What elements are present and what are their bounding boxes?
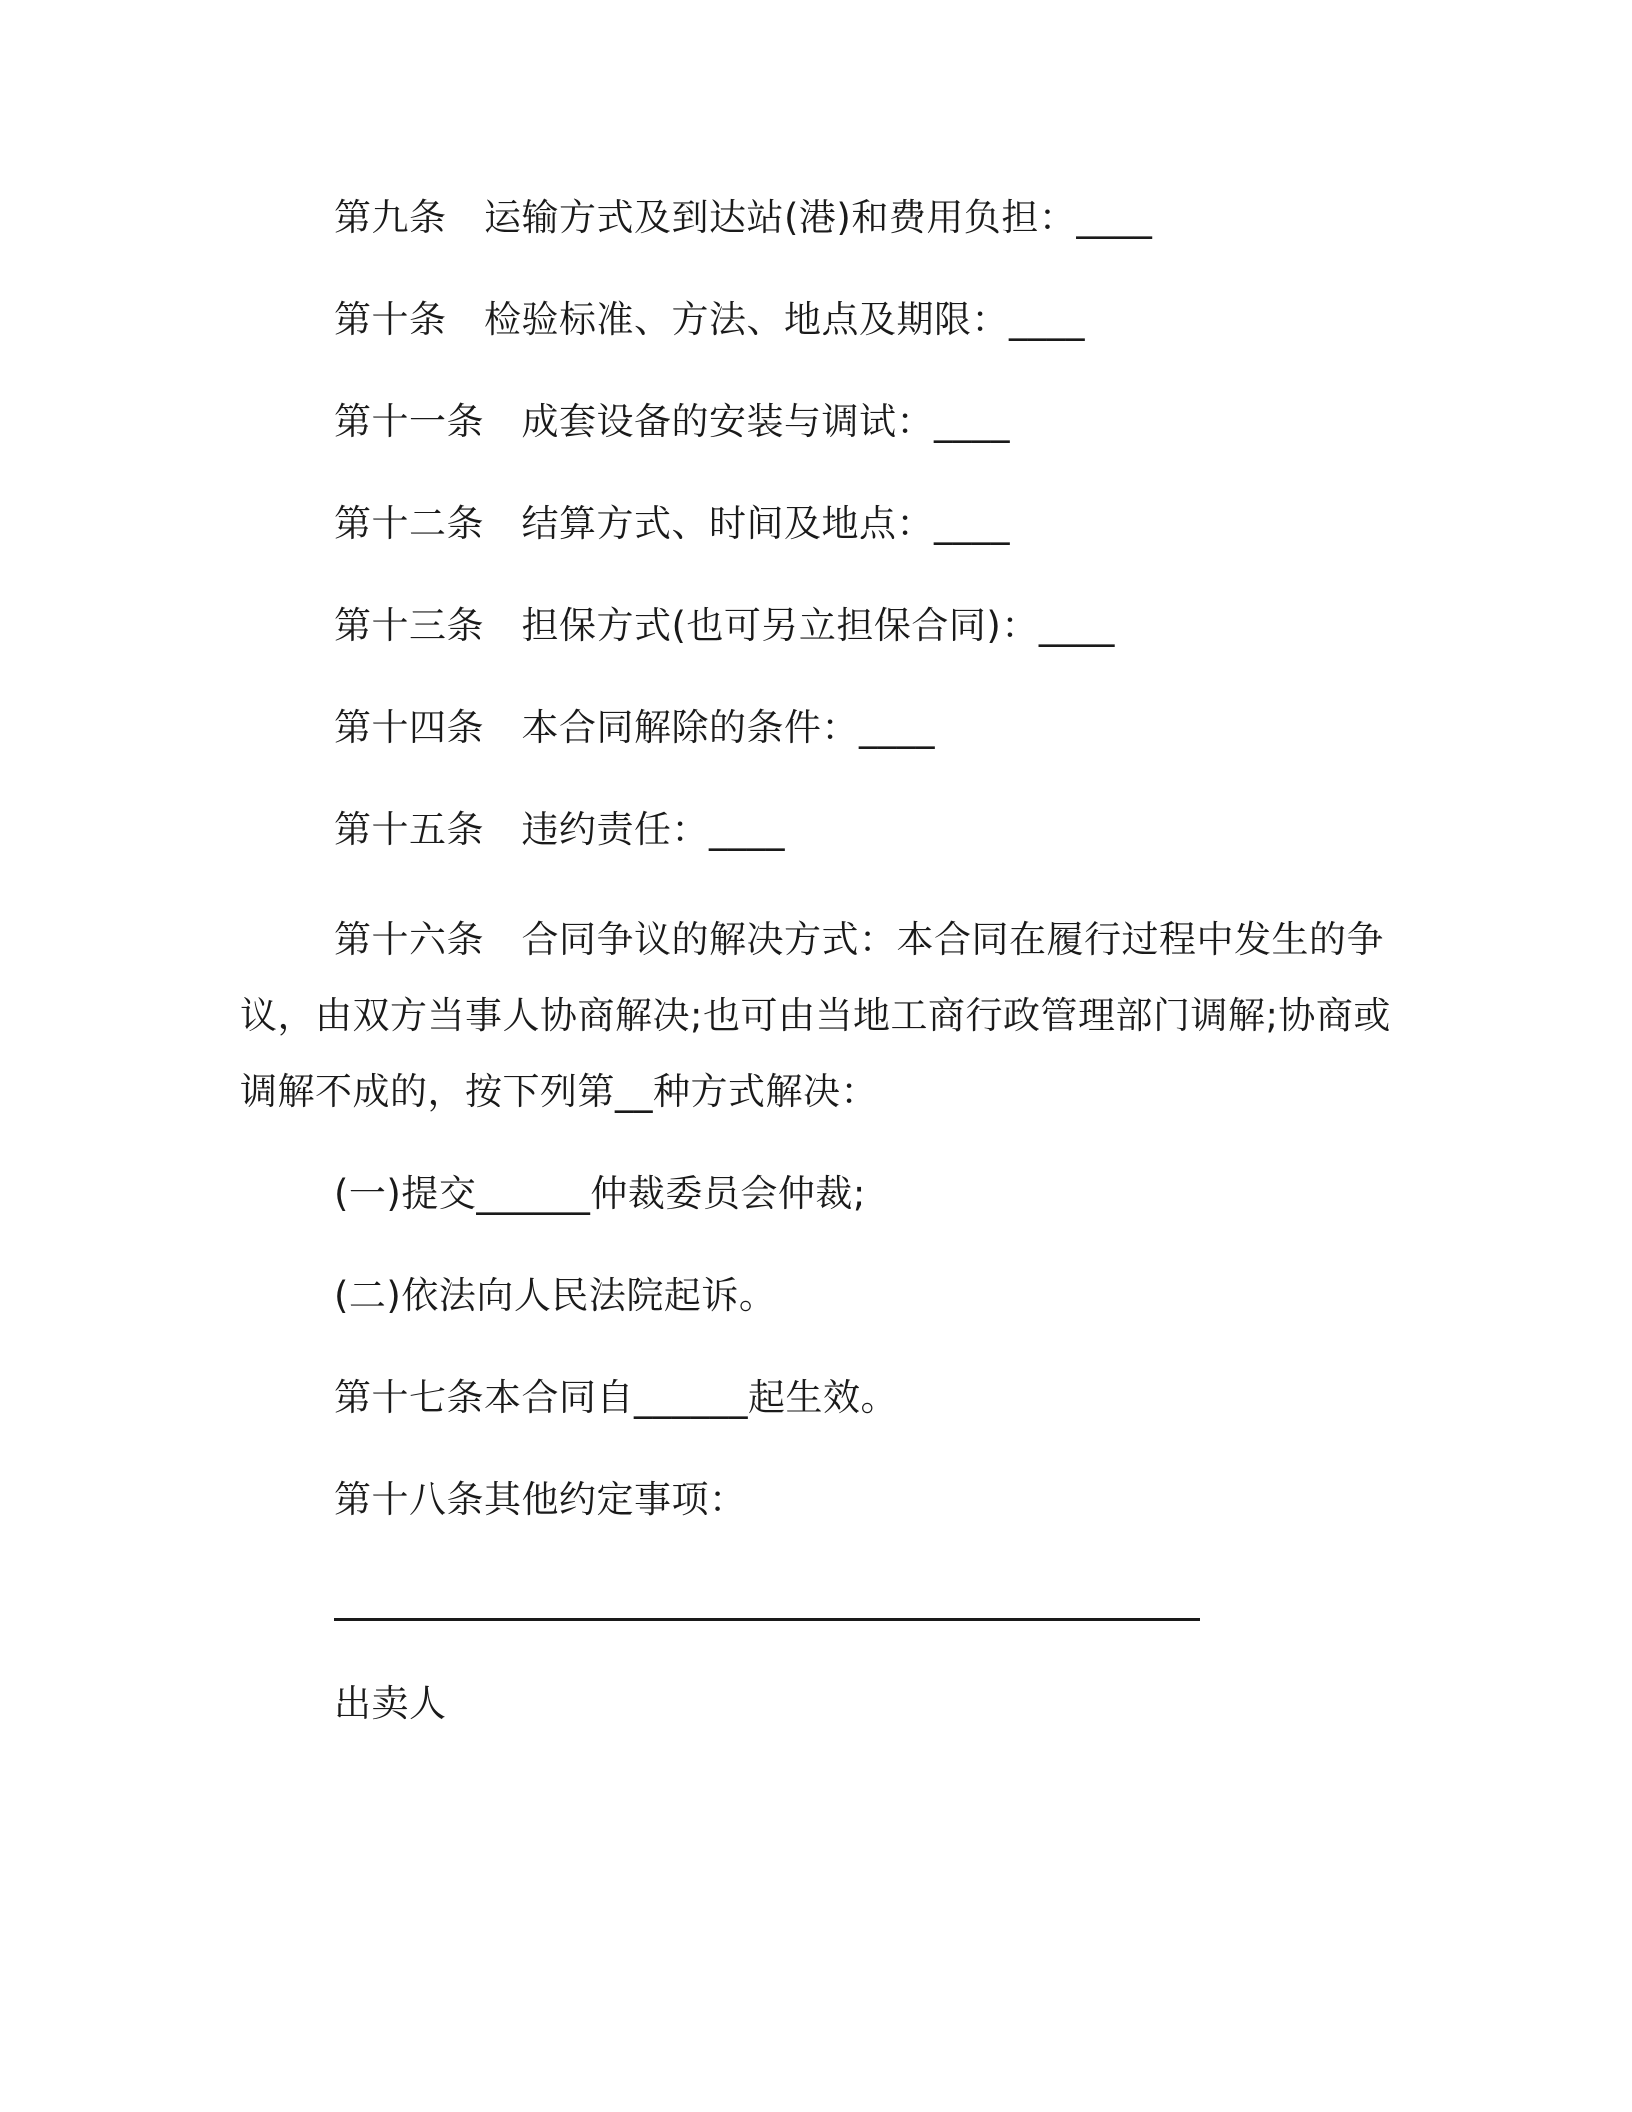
seller-label: 出卖人 bbox=[334, 1682, 447, 1725]
article-9: 第九条 运输方式及到达站(港)和费用负担：____ bbox=[334, 196, 1153, 239]
dispute-option-2: (二)依法向人民法院起诉。 bbox=[334, 1274, 777, 1317]
dispute-option-1: (一)提交______仲裁委员会仲裁; bbox=[334, 1172, 866, 1215]
article-18: 第十八条其他约定事项： bbox=[334, 1478, 747, 1521]
article-13: 第十三条 担保方式(也可另立担保合同)：____ bbox=[334, 604, 1115, 647]
article-12: 第十二条 结算方式、时间及地点：____ bbox=[334, 502, 1010, 545]
article-16-line-3: 调解不成的，按下列第__种方式解决： bbox=[240, 1070, 878, 1113]
article-16-line-1: 第十六条 合同争议的解决方式：本合同在履行过程中发生的争 bbox=[334, 918, 1384, 961]
other-matters-blank-line bbox=[334, 1618, 1200, 1621]
article-14: 第十四条 本合同解除的条件：____ bbox=[334, 706, 935, 749]
article-11: 第十一条 成套设备的安装与调试：____ bbox=[334, 400, 1010, 443]
article-17: 第十七条本合同自______起生效。 bbox=[334, 1376, 898, 1419]
article-15: 第十五条 违约责任：____ bbox=[334, 808, 785, 851]
article-10: 第十条 检验标准、方法、地点及期限：____ bbox=[334, 298, 1085, 341]
article-16-line-2: 议，由双方当事人协商解决;也可由当地工商行政管理部门调解;协商或 bbox=[240, 994, 1391, 1037]
